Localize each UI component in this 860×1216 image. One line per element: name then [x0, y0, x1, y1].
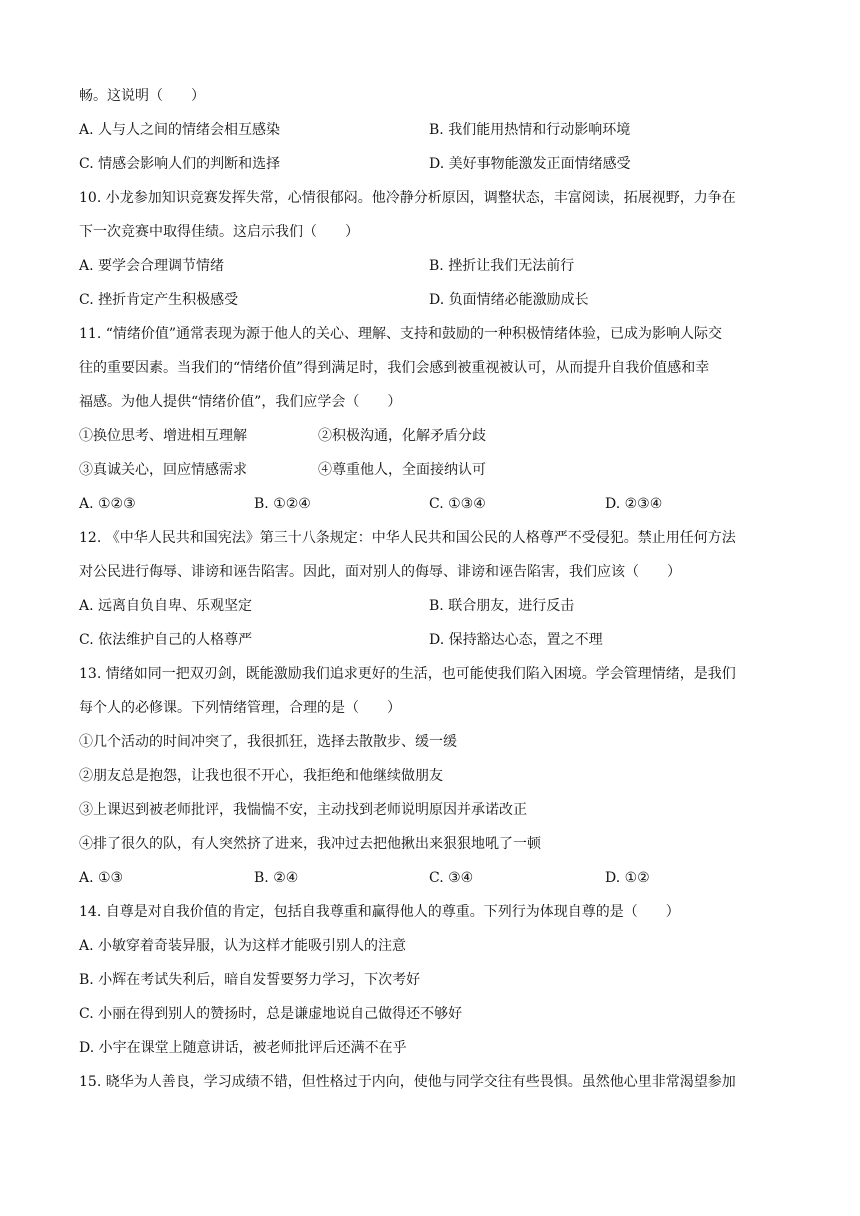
q12-option-b: B. 联合朋友，进行反击: [429, 598, 575, 614]
q11-option-c: C. ①③④: [429, 496, 486, 512]
q13-statement-4: ④排了很久的队，有人突然挤了进来，我冲过去把他揪出来狠狠地吼了一顿: [79, 836, 541, 852]
question-10-stem: 10. 小龙参加知识竞赛发挥失常，心情很郁闷。他冷静分析原因，调整状态，丰富阅读，拓展视野，力争在: [79, 190, 736, 206]
question-11-stem: 往的重要因素。当我们的“情绪价值”得到满足时，我们会感到被重视被认可，从而提升自我价值感和幸: [79, 360, 710, 376]
question-9-stem-end: 畅。这说明（ ）: [79, 88, 205, 104]
q14-option-a: A. 小敏穿着奇装异服，认为这样才能吸引别人的注意: [79, 938, 407, 954]
q13-statement-3: ③上课迟到被老师批评，我惴惴不安，主动找到老师说明原因并承诺改正: [79, 802, 527, 818]
question-15-stem: 15. 晓华为人善良，学习成绩不错，但性格过于内向，使他与同学交往有些畏惧。虽然他心里非常渴望参加: [79, 1074, 736, 1090]
q13-option-c: C. ③④: [429, 870, 474, 886]
q11-statement-2: ②积极沟通，化解矛盾分歧: [318, 428, 486, 444]
q11-option-b: B. ①②④: [254, 496, 311, 512]
q13-statement-1: ①几个活动的时间冲突了，我很抓狂，选择去散散步、缓一缓: [79, 734, 457, 750]
question-13-stem: 13. 情绪如同一把双刃剑，既能激励我们追求更好的生活，也可能使我们陷入困境。学会管理情绪，是我们: [79, 666, 736, 682]
q10-option-a: A. 要学会合理调节情绪: [79, 258, 225, 274]
q14-option-b: B. 小辉在考试失利后，暗自发誓要努力学习，下次考好: [79, 972, 421, 988]
q12-option-a: A. 远离自负自卑、乐观坚定: [79, 598, 253, 614]
question-12-stem: 12. 《中华人民共和国宪法》第三十八条规定：中华人民共和国公民的人格尊严不受侵犯。禁止用任何方法: [79, 530, 736, 546]
q13-option-a: A. ①③: [79, 870, 124, 886]
question-10-stem: 下一次竞赛中取得佳绩。这启示我们（ ）: [79, 224, 359, 240]
question-13-stem: 每个人的必修课。下列情绪管理，合理的是（ ）: [79, 700, 401, 716]
q14-option-d: D. 小宇在课堂上随意讲话，被老师批评后还满不在乎: [79, 1040, 407, 1056]
question-12-stem: 对公民进行侮辱、诽谤和诬告陷害。因此，面对别人的侮辱、诽谤和诬告陷害，我们应该（ ）: [79, 564, 681, 580]
q9-option-c: C. 情感会影响人们的判断和选择: [79, 156, 281, 172]
q10-option-c: C. 挫折肯定产生积极感受: [79, 292, 239, 308]
q9-option-d: D. 美好事物能激发正面情绪感受: [429, 156, 631, 172]
q12-option-d: D. 保持豁达心态，置之不理: [429, 632, 603, 648]
q9-option-a: A. 人与人之间的情绪会相互感染: [79, 122, 281, 138]
q9-option-b: B. 我们能用热情和行动影响环境: [429, 122, 631, 138]
question-11-stem: 福感。为他人提供“情绪价值”，我们应学会（ ）: [79, 394, 402, 410]
q11-option-a: A. ①②③: [79, 496, 136, 512]
q11-option-d: D. ②③④: [605, 496, 663, 512]
q11-statement-1: ①换位思考、增进相互理解: [79, 428, 247, 444]
question-14-stem: 14. 自尊是对自我价值的肯定，包括自我尊重和赢得他人的尊重。下列行为体现自尊的是（ ）: [79, 904, 680, 920]
q11-statement-4: ④尊重他人，全面接纳认可: [318, 462, 486, 478]
q11-statement-3: ③真诚关心，回应情感需求: [79, 462, 247, 478]
q14-option-c: C. 小丽在得到别人的赞扬时，总是谦虚地说自己做得还不够好: [79, 1006, 463, 1022]
question-11-stem: 11. “情绪价值”通常表现为源于他人的关心、理解、支持和鼓励的一种积极情绪体验，已成为影响人际交: [79, 326, 723, 342]
q13-option-d: D. ①②: [605, 870, 650, 886]
q13-option-b: B. ②④: [254, 870, 299, 886]
q10-option-d: D. 负面情绪必能激励成长: [429, 292, 589, 308]
q10-option-b: B. 挫折让我们无法前行: [429, 258, 575, 274]
q13-statement-2: ②朋友总是抱怨，让我也很不开心，我拒绝和他继续做朋友: [79, 768, 443, 784]
q12-option-c: C. 依法维护自己的人格尊严: [79, 632, 253, 648]
